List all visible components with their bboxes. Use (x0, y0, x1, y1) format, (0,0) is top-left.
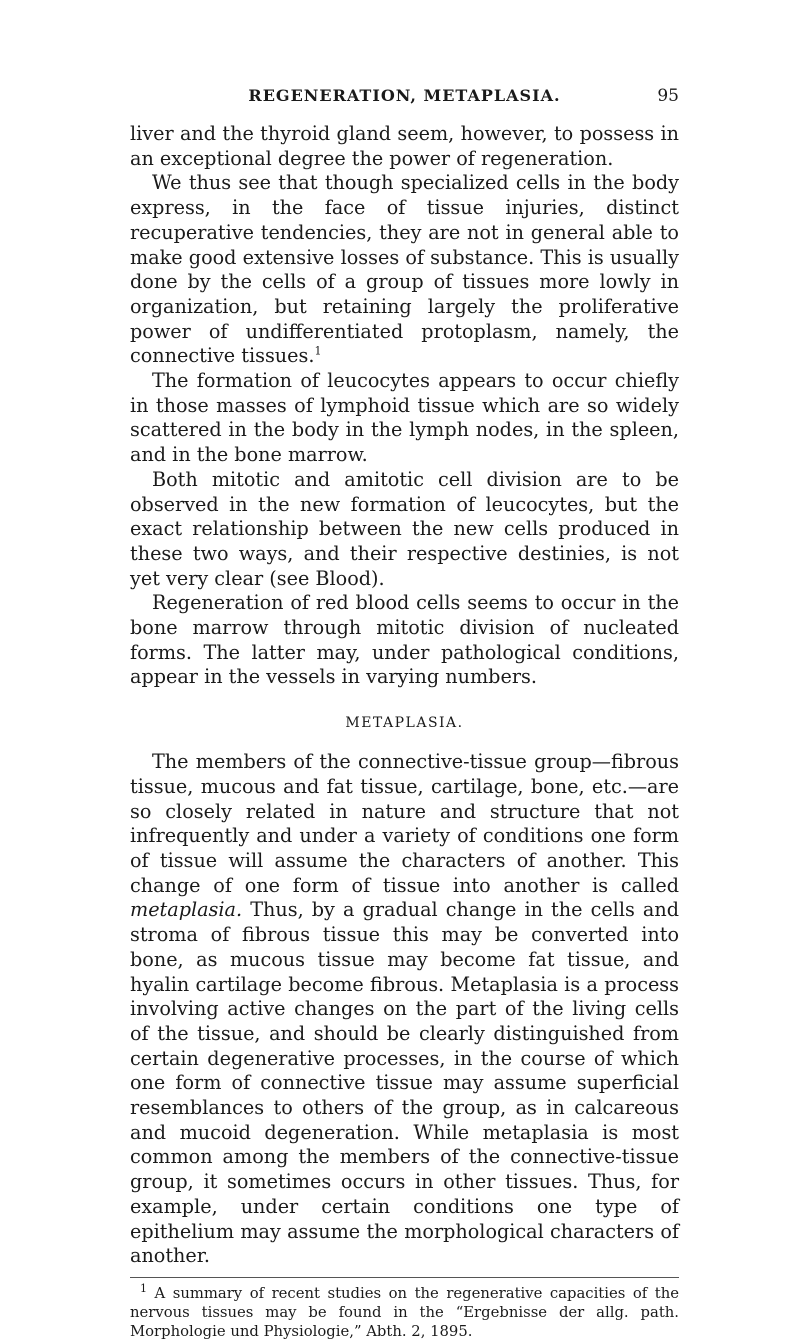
paragraph (130, 171, 679, 369)
paragraph-text: The members of the connective-tissue group—fibrous tissue, mucous and fat tissue, cartilage, bone, etc.—are so closely related in nature and structure that not infrequently and under a variety of conditions one form of tissue will assume the characters of another. This change of one form of tissue into another is called (130, 750, 679, 897)
paragraph-text: Thus, by a gradual change in the cells and stroma of fibrous tissue this may be converted into bone, as mucous tissue may become fat tissue, and hyalin cartilage become fibrous. Metaplasia is a process involving active changes on the part of the living cells of the tissue, and should be clearly distinguished from certain degenerative processes, in the course of which one form of connective tissue may assume superficial resemblances to others of the group, as in calcareous and mucoid degeneration. While metaplasia is most common among the members of the connective-tissue group, it sometimes occurs in other tissues. Thus, for example, under certain conditions one type of epithelium may assume the morphological characters of another. (130, 898, 679, 1268)
footnote-divider (130, 1277, 679, 1278)
term-metaplasia: metaplasia. (130, 898, 243, 922)
paragraph: Regeneration of red blood cells seems to occur in the bone marrow through mitotic division of nucleated forms. The latter may, under pathological conditions, appear in the vessels in varying numbers. (130, 591, 679, 689)
page-number: 95 (657, 86, 679, 106)
paragraph: The formation of leucocytes appears to occur chiefly in those masses of lymphoid tissue which are so widely scattered in the body in the lymph nodes, in the spleen, and in the bone marrow. (130, 369, 679, 467)
paragraph-text: We thus see that though specialized cells in the body express, in the face of tissue injuries, distinct recuperative tendencies, they are not in general able to make good extensive losses of substance. This is usually done by the cells of a group of tissues more lowly in organization, but retaining largely the proliferative power of undifferentiated protoplasm, namely, the connective tissues. (130, 171, 679, 368)
footnote-text: A summary of recent studies on the regenerative capacities of the nervous tissues may be found in the “Ergebnisse der allg. path. Morphologie und Physiologie,” Abth. 2, 1895. (130, 1284, 679, 1340)
page-header (130, 86, 679, 112)
footnote-reference: 1 (314, 344, 322, 358)
running-title: REGENERATION, METAPLASIA. (248, 86, 561, 105)
footnote (130, 1284, 679, 1341)
footnote-marker: 1 (140, 1282, 147, 1296)
section-heading: METAPLASIA. (345, 715, 464, 732)
page-body (130, 122, 679, 1341)
paragraph (130, 750, 679, 1269)
paragraph: liver and the thyroid gland seem, however, to possess in an exceptional degree the power of regeneration. (130, 122, 679, 170)
paragraph: Both mitotic and amitotic cell division are to be observed in the new formation of leucocytes, but the exact relationship between the new cells produced in these two ways, and their respective destinies, is not yet very clear (see Blood). (130, 467, 679, 590)
